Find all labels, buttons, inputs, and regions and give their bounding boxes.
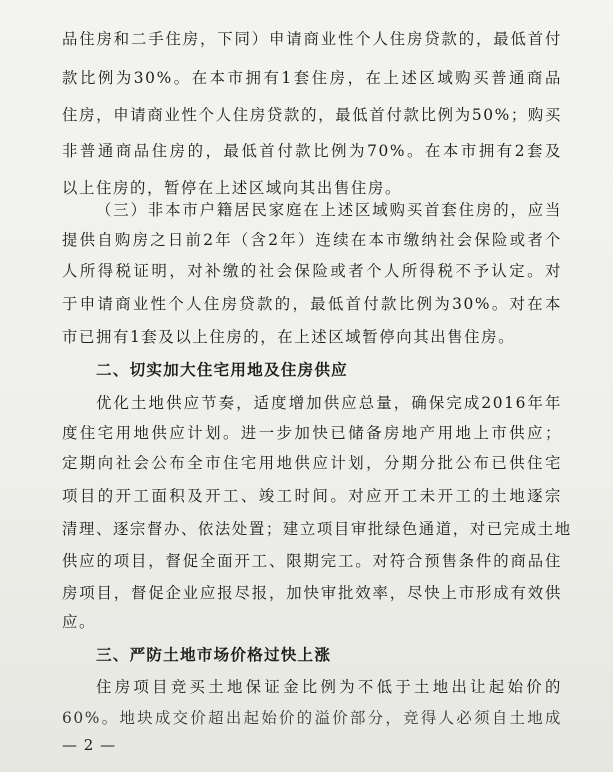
paragraph-line: 人所得税证明，对补缴的社会保险或者个人所得税不予认定。对 xyxy=(62,262,562,280)
paragraph-line: 以上住房的，暂停在上述区域向其出售住房。 xyxy=(62,179,402,197)
paragraph-line: 住房项目竞买土地保证金比例为不低于土地出让起始价的 xyxy=(96,678,562,696)
paragraph-line: 非普通商品住房的，最低首付款比例为70%。在本市拥有2套及 xyxy=(62,142,562,160)
paragraph-line: 品住房和二手住房，下同）申请商业性个人住房贷款的，最低首付 xyxy=(62,30,562,48)
paragraph-line: 度住宅用地供应计划。进一步加快已储备房地产用地上市供应； xyxy=(62,424,562,442)
page-number: — 2 — xyxy=(62,736,117,754)
paragraph-line: 清理、逐宗督办、依法处置；建立项目审批绿色通道，对已完成土地 xyxy=(62,520,572,538)
paragraph-line: 定期向社会公布全市住宅用地供应计划，分期分批公布已供住宅 xyxy=(62,454,562,472)
paragraph-line: 项目的开工面积及开工、竣工时间。对应开工未开工的土地逐宗 xyxy=(62,487,562,505)
paragraph-line: 款比例为30%。在本市拥有1套住房，在上述区域购买普通商品 xyxy=(62,69,562,87)
paragraph-line: 房项目，督促企业应报尽报，加快审批效率，尽快上市形成有效供 xyxy=(62,584,562,602)
paragraph-line: （三）非本市户籍居民家庭在上述区域购买首套住房的，应当 xyxy=(96,201,562,219)
paragraph-line: 60%。地块成交价超出起始价的溢价部分，竞得人必须自土地成 xyxy=(62,709,562,727)
section-heading: 二、切实加大住宅用地及住房供应 xyxy=(96,361,348,379)
paragraph-line: 应。 xyxy=(62,613,96,631)
paragraph-line: 优化土地供应节奏，适度增加供应总量，确保完成2016年年 xyxy=(96,394,562,412)
paragraph-line: 提供自购房之日前2年（含2年）连续在本市缴纳社会保险或者个 xyxy=(62,231,562,249)
paragraph-line: 供应的项目，督促全面开工、限期完工。对符合预售条件的商品住 xyxy=(62,552,562,570)
section-heading: 三、严防土地市场价格过快上涨 xyxy=(96,646,332,664)
paragraph-line: 于申请商业性个人住房贷款的，最低首付款比例为30%。对在本 xyxy=(62,295,562,313)
paragraph-line: 市已拥有1套及以上住房的，在上述区域暂停向其出售住房。 xyxy=(62,328,516,346)
paragraph-line: 住房，申请商业性个人住房贷款的，最低首付款比例为50%；购买 xyxy=(62,106,562,124)
